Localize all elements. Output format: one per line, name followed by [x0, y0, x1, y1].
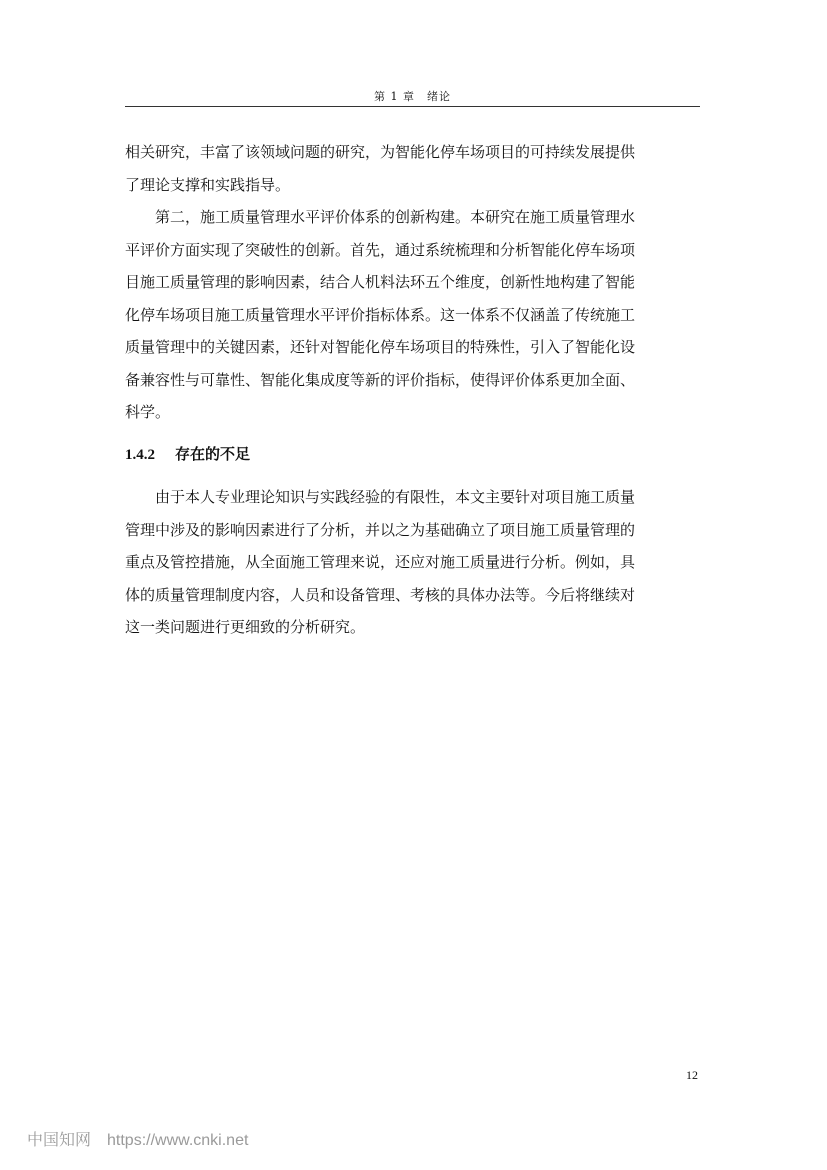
text-line: 第二，施工质量管理水平评价体系的创新构建。本研究在施工质量管理水: [155, 208, 636, 226]
section-heading: [125, 440, 250, 469]
text-line: 目施工质量管理的影响因素，结合人机料法环五个维度，创新性地构建了智能: [125, 273, 636, 291]
paragraph-limitations: [125, 481, 700, 644]
text-line: 化停车场项目施工质量管理水平评价指标体系。这一体系不仅涵盖了传统施工: [125, 305, 636, 324]
text-line: 这一类问题进行更细致的分析研究。: [125, 618, 366, 636]
running-header: 第 1 章 绪论: [374, 90, 451, 103]
text-line: 科学。: [125, 403, 171, 421]
paragraph-innovation: [125, 201, 700, 429]
text-line: 质量管理中的关键因素，还针对智能化停车场项目的特殊性，引入了智能化设: [125, 338, 636, 356]
header-divider: [125, 106, 700, 107]
text-line: 体的质量管理制度内容，人员和设备管理、考核的具体办法等。今后将继续对: [125, 585, 636, 604]
watermark-url: https://www.cnki.net: [107, 1132, 249, 1149]
watermark-brand: 中国知网: [27, 1132, 92, 1149]
section-title: 存在的不足: [175, 445, 251, 463]
section-number: 1.4.2: [125, 447, 155, 463]
text-line: 了理论支撑和实践指导。: [125, 175, 291, 194]
text-line: 备兼容性与可靠性、智能化集成度等新的评价指标，使得评价体系更加全面、: [125, 370, 636, 389]
cnki-watermark: [27, 1127, 248, 1150]
text-line: 管理中涉及的影响因素进行了分析，并以之为基础确立了项目施工质量管理的: [125, 520, 636, 539]
text-line: 相关研究，丰富了该领域问题的研究，为智能化停车场项目的可持续发展提供: [125, 143, 636, 161]
text-line: 平评价方面实现了突破性的创新。首先，通过系统梳理和分析智能化停车场项: [125, 240, 636, 259]
text-line: 由于本人专业理论知识与实践经验的有限性，本文主要针对项目施工质量: [155, 488, 636, 506]
text-line: 重点及管控措施，从全面施工管理来说，还应对施工质量进行分析。例如，具: [125, 553, 636, 571]
paragraph-continuation: [125, 136, 700, 201]
page-number: 12: [686, 1068, 698, 1082]
